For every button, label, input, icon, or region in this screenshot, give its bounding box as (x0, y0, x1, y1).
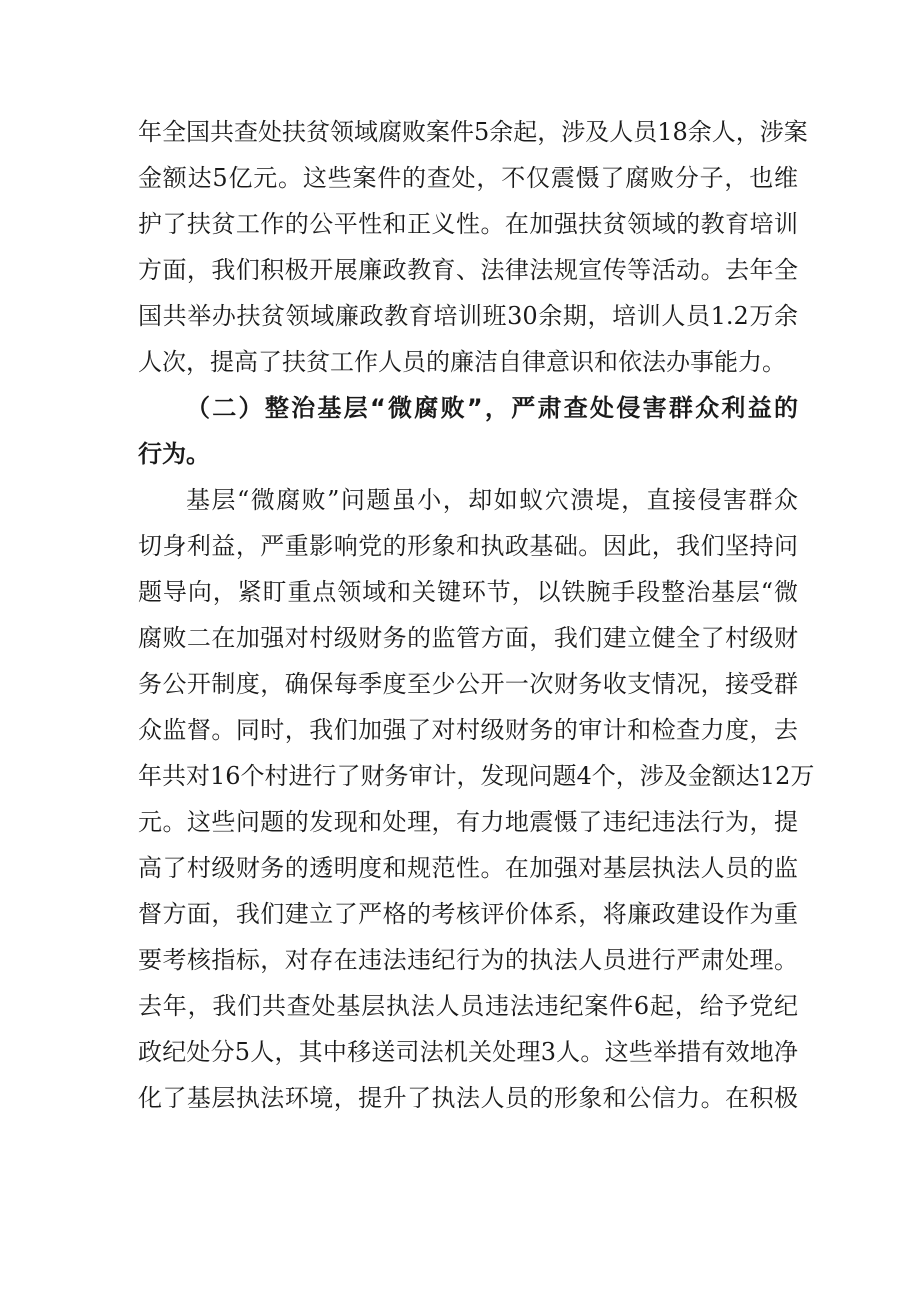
body-text-line: 高了村级财务的透明度和规范性。在加强对基层执法人员的监 (138, 854, 798, 882)
body-text-line: 化了基层执法环境，提升了执法人员的形象和公信力。在积极 (138, 1084, 798, 1112)
body-text-line: 国共举办扶贫领域廉政教育培训班30余期，培训人员1.2万余 (138, 302, 798, 330)
body-text-line: 人次，提高了扶贫工作人员的廉洁自律意识和依法办事能力。 (138, 348, 786, 376)
section-heading: （二）整治基层“微腐败”，严肃查处侵害群众利益的 (186, 394, 798, 422)
body-text-line: 年共对16个村进行了财务审计，发现问题4个，涉及金额达12万 (138, 762, 815, 790)
body-text-line: 题导向，紧盯重点领域和关键环节，以铁腕手段整治基层“微 (138, 578, 798, 606)
body-text-line: 切身利益，严重影响党的形象和执政基础。因此，我们坚持问 (138, 532, 798, 560)
body-text-line: 要考核指标，对存在违法违纪行为的执法人员进行严肃处理。 (138, 946, 798, 974)
body-text-line: 护了扶贫工作的公平性和正义性。在加强扶贫领域的教育培训 (138, 210, 798, 238)
section-heading: 行为。 (138, 440, 210, 468)
body-text-line: 腐败二在加强对村级财务的监管方面，我们建立健全了村级财 (138, 624, 798, 652)
body-text-line: 元。这些问题的发现和处理，有力地震慑了违纪违法行为，提 (138, 808, 798, 836)
body-text-line: 金额达5亿元。这些案件的查处，不仅震慑了腐败分子，也维 (138, 164, 798, 192)
body-text-line: 基层“微腐败”问题虽小，却如蚁穴溃堤，直接侵害群众 (186, 486, 798, 514)
body-text-line: 政纪处分5人，其中移送司法机关处理3人。这些举措有效地净 (138, 1038, 798, 1066)
body-text-line: 年全国共查处扶贫领域腐败案件5余起，涉及人员18余人，涉案 (138, 118, 808, 146)
body-text-line: 督方面，我们建立了严格的考核评价体系，将廉政建设作为重 (138, 900, 798, 928)
body-text-line: 去年，我们共查处基层执法人员违法违纪案件6起，给予党纪 (138, 992, 798, 1020)
body-text-line: 务公开制度，确保每季度至少公开一次财务收支情况，接受群 (138, 670, 798, 698)
body-text-line: 方面，我们积极开展廉政教育、法律法规宣传等活动。去年全 (138, 256, 798, 284)
body-text-line: 众监督。同时，我们加强了对村级财务的审计和检查力度，去 (138, 716, 798, 744)
